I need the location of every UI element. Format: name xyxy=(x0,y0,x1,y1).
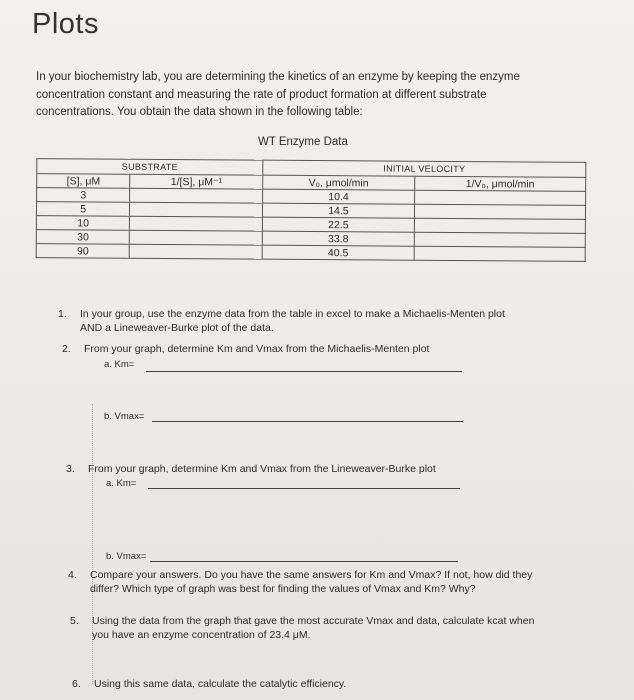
col-header-inverse-substrate: 1/[S], μM⁻¹ xyxy=(130,174,263,189)
question-text: From your graph, determine Km and Vmax from the Michaelis-Menten plot xyxy=(84,343,430,355)
table-cell xyxy=(414,246,585,261)
answer-line-3b[interactable] xyxy=(150,561,458,562)
question-number: 3. xyxy=(66,463,75,475)
table-cell: 33.8 xyxy=(262,231,414,246)
col-header-substrate-conc: [S], μM xyxy=(37,174,131,189)
question-1 xyxy=(58,307,598,335)
question-3 xyxy=(66,462,586,476)
table-cell: 10 xyxy=(36,216,130,231)
table-cell xyxy=(414,232,585,247)
table-cell xyxy=(130,216,263,231)
answer-label-2b: b. Vmax= xyxy=(104,411,145,422)
table-cell xyxy=(414,190,585,205)
question-text: Using the data from the graph that gave the most accurate Vmax and data, calculate kcat when xyxy=(92,615,535,627)
question-number: 4. xyxy=(68,569,77,581)
answer-label-3b: b. Vmax= xyxy=(106,551,147,562)
question-text: you have an enzyme concentration of 23.4 μM. xyxy=(92,629,311,641)
question-number: 5. xyxy=(70,615,79,627)
table-cell xyxy=(414,204,585,219)
question-text: Using this same data, calculate the catalytic efficiency. xyxy=(94,678,347,690)
margin-rule xyxy=(92,404,93,684)
table-cell: 30 xyxy=(36,230,130,245)
col-header-inverse-velocity: 1/V₀, μmol/min xyxy=(415,176,586,191)
answer-label-3a: a. Km= xyxy=(106,478,137,489)
table-cell: 90 xyxy=(36,244,130,259)
table-cell: 3 xyxy=(37,188,131,203)
initial-velocity-group-header: INITIAL VELOCITY xyxy=(263,160,586,177)
answer-line-2a[interactable] xyxy=(146,371,462,372)
table-cell: 22.5 xyxy=(262,217,414,232)
table-cell: 10.4 xyxy=(263,189,415,204)
table-cell xyxy=(130,230,263,245)
question-text: From your graph, determine Km and Vmax from the Lineweaver-Burke plot xyxy=(88,463,436,475)
answer-label-2a: a. Km= xyxy=(104,359,135,370)
table-cell xyxy=(130,188,263,203)
table-cell: 40.5 xyxy=(262,245,414,260)
enzyme-data-table xyxy=(36,158,587,262)
answer-line-3a[interactable] xyxy=(148,488,460,489)
table-cell xyxy=(130,202,263,217)
table-title: WT Enzyme Data xyxy=(258,136,348,148)
question-number: 6. xyxy=(72,678,81,690)
question-2 xyxy=(62,342,582,356)
question-5 xyxy=(70,614,600,642)
table-row xyxy=(36,244,585,262)
question-6 xyxy=(72,677,592,691)
table-cell: 14.5 xyxy=(262,203,414,218)
col-header-velocity: V₀, μmol/min xyxy=(263,175,415,190)
question-text: differ? Which type of graph was best for finding the values of Vmax and Km? Why? xyxy=(90,583,476,595)
page-title: Plots xyxy=(32,8,99,40)
question-text: AND a Lineweaver-Burke plot of the data. xyxy=(80,322,274,334)
answer-line-2b[interactable] xyxy=(152,421,463,422)
question-number: 2. xyxy=(62,343,71,355)
table-cell xyxy=(130,244,263,259)
table-cell xyxy=(414,218,585,233)
question-4 xyxy=(68,568,598,596)
question-text: In your group, use the enzyme data from the table in excel to make a Michaelis-Menten plot xyxy=(80,308,505,320)
intro-paragraph: In your biochemistry lab, you are determining the kinetics of an enzyme by keeping the enzyme concentration constant and measuring the rate of product formation at different substrate concentrations. You obtain the data shown in the following table: xyxy=(36,71,520,118)
question-number: 1. xyxy=(58,308,67,320)
substrate-group-header: SUBSTRATE xyxy=(37,159,263,176)
table-cell: 5 xyxy=(36,202,130,217)
question-text: Compare your answers. Do you have the same answers for Km and Vmax? If not, how did they xyxy=(90,569,533,581)
